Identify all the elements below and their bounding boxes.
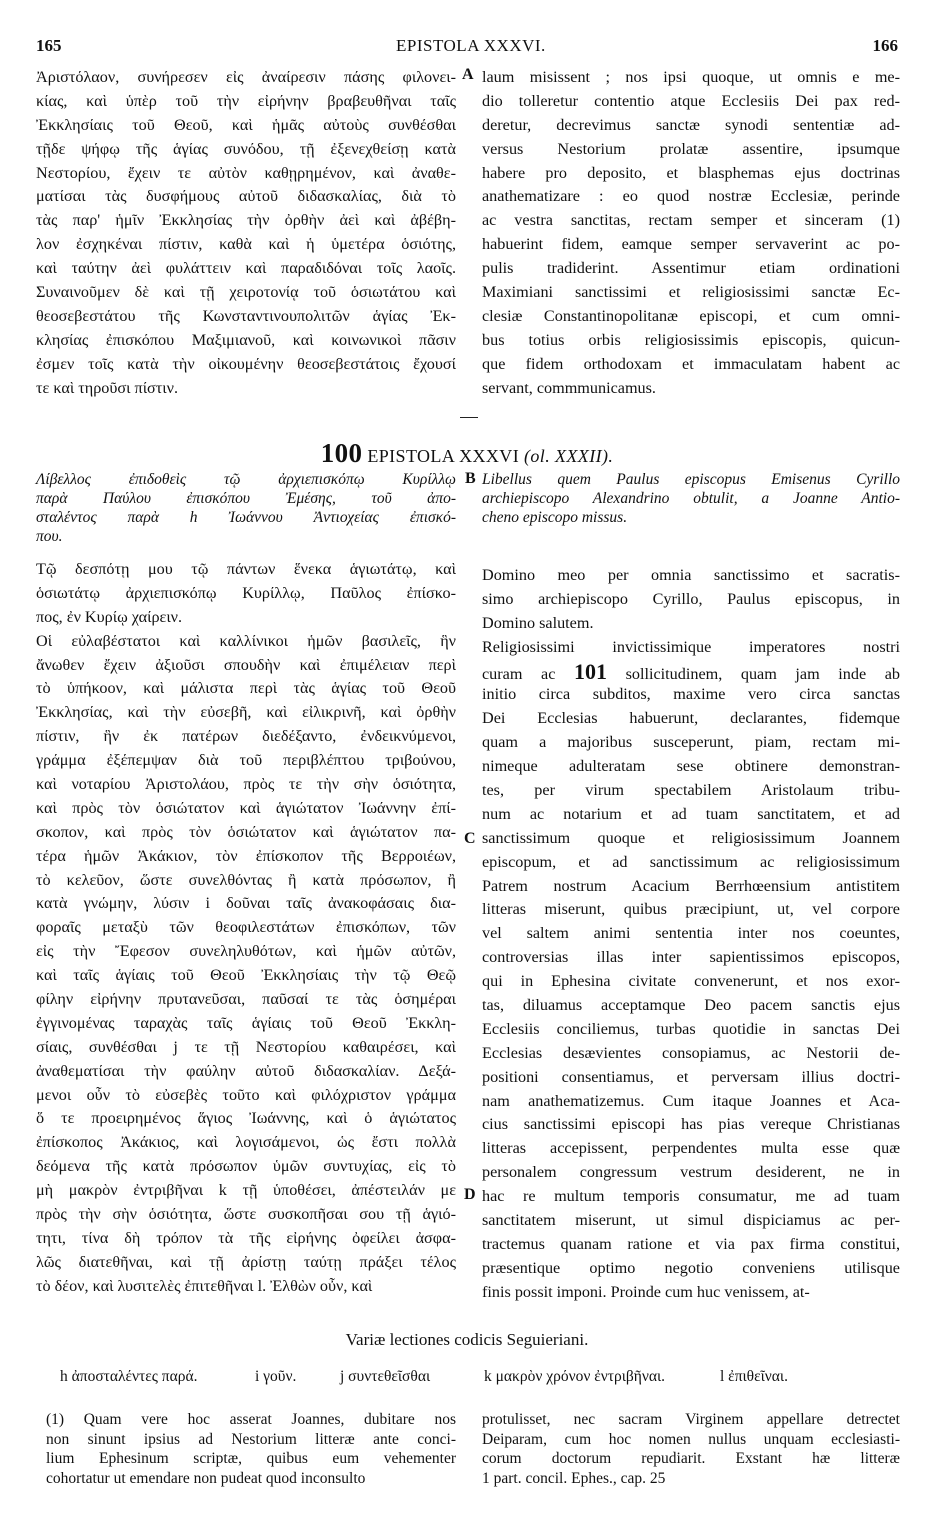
epistola-title: EPISTOLA XXXVI — [367, 446, 520, 466]
greek-body-line: Ἐκκλησίας, καὶ τὴν εὐσεβῆ, καὶ εἰλικρινῆ, καὶ ὀρθὴν — [36, 703, 456, 722]
latin-column-body — [482, 564, 900, 1305]
greek-body-line: κατὰ γνώμην, λύσιν i δοῦναι ταῖς ἀνακοφάσαις δια- — [36, 894, 456, 913]
footnote-left-line: non sinunt ipsius ad Nestorium litteræ ante conci- — [46, 1430, 456, 1448]
latin-body-line: qui in Ephesina civitate convenerunt, et nos exor- — [482, 972, 900, 991]
greek-body-line: τὸ κελεῦον, ὥστε συνελθόντας ἢ κατὰ πρόσωπον, ἢ — [36, 870, 456, 889]
latin-body-line: sanctitatem miserunt, ut simul dispiciamus ac per- — [482, 1211, 900, 1230]
greek-body-line: τητι, τίνα δὴ τρόπον τὰ τῆς εἰρήνης ὀφείλει ἀσφα- — [36, 1228, 456, 1247]
greek-body-line: τέρα ἡμῶν Ἀκάκιον, τὸν ἐπίσκοπον τῆς Βερροιέων, — [36, 846, 456, 865]
latin-subtitle — [482, 470, 900, 527]
latin-body-line: nam anathematizemus. Cum itaque Joannes et Aca- — [482, 1091, 900, 1110]
latin-body-line: Domino salutem. — [482, 613, 594, 632]
latin-subtitle-line: Libellus quem Paulus episcopus Emisenus Cyrillo — [482, 471, 900, 488]
latin-body-line: Domino meo per omnia sanctissimo et sacratis- — [482, 566, 900, 584]
variant-j: j συντεθεῖσθαι — [340, 1368, 431, 1385]
latin-top-line: versus Nestorium prolatæ assentire, ipsumque — [482, 139, 900, 158]
footnote-right-line: 1 part. concil. Ephes., cap. 25 — [482, 1469, 666, 1487]
greek-body-line: ἀναθεματίσαι τὴν φαύλην αὐτοῦ διδασκαλίαν. Δεξά- — [36, 1061, 456, 1080]
latin-body-line: cius sanctissimi episcopi has pias vereque Christianas — [482, 1115, 900, 1134]
latin-body-line: hac re multum temporis consumatur, me ad tuam — [482, 1187, 900, 1206]
greek-subtitle-line: σταλέντος παρὰ h Ἰωάννου Ἀντιοχείας ἐπισκό- — [36, 509, 456, 526]
page-header — [36, 36, 898, 62]
greek-top-line: κλησίας ἐπισκόπου Μαξιμιανοῦ, καὶ κοινωνικοὶ πᾶσιν — [36, 330, 456, 349]
variant-l: l ἐπιθεῖναι. — [720, 1368, 788, 1385]
greek-body-line: φοραῖς μεταξὺ τῶν θεοφιλεστάτων ἐπισκόπων, τῶν — [36, 918, 456, 937]
latin-body-line: litteras accepissent, perpendentes multa esse quæ — [482, 1139, 900, 1158]
latin-top-line: dio tolleretur contentio atque Ecclesiis Dei pax red- — [482, 91, 900, 110]
greek-body-line: πρὸς τὴν σὴν ὁσιότητα, ὥστε συσκοπῆσαι σου τῇ ἁγιό- — [36, 1205, 456, 1224]
greek-body-line: ἐγγινομένας ταραχὰς ταῖς ἁγίαις τοῦ Θεοῦ Ἐκκλη- — [36, 1013, 456, 1032]
latin-body-line: initio circa subditos, maxime vero circa sanctas — [482, 685, 900, 704]
running-title: EPISTOLA XXXVI. — [396, 36, 546, 55]
latin-top-line: bus totius orbis religiosissimis episcopis, quicun- — [482, 330, 900, 349]
greek-body-line: τὸ δέον, καὶ λυσιτελὲς ἐπιτεθῆναι l. Ἐλθὼν οὖν, καὶ — [36, 1276, 373, 1295]
greek-body-line: μὴ μακρὸν ἐντριβῆναι k τῇ ὑποθέσει, ἀπέστειλάν με — [36, 1181, 456, 1200]
latin-top-line: habuerint fidem, eamque semper servaverint ac po- — [482, 235, 900, 254]
latin-top-line: pulis tradiderint. Assentimur etiam ordinationi — [482, 259, 900, 278]
latin-body-line: controversias illas inter sapientissimos episcopos, — [482, 948, 900, 967]
greek-top-line: κίας, καὶ ὑπὲρ τοῦ τὴν εἰρήνην βραβευθῆναι ταῖς — [36, 91, 456, 110]
margin-marker-d: D — [464, 1186, 476, 1203]
latin-body-line: episcopum, et ad sanctissimum ac religiosissimum — [482, 852, 900, 871]
latin-body-line: tas, diluamus acceptamque Deo pacem sanctis ejus — [482, 996, 900, 1015]
greek-body-line: σκοπον, καὶ πρὸς τὸν ὁσιώτατον καὶ ἁγιώτατον πα- — [36, 822, 456, 841]
latin-top-line: Maximiani sanctissimi et religiosissimi sanctæ Ec- — [482, 283, 900, 302]
latin-top-line: servant, commmunicamus. — [482, 378, 656, 397]
latin-body-line: finis possit imponi. Proinde cum huc venissem, at- — [482, 1282, 810, 1301]
latin-top-line: deretur, decrevimus sanctæ synodi sententiæ ad- — [482, 115, 900, 134]
latin-body-line: positioni consentiamus, et perversam illius doctri- — [482, 1067, 900, 1086]
greek-subtitle-line: που. — [36, 528, 63, 545]
latin-body-line: tes, per virum spectabilem Aristolaum tribu- — [482, 781, 900, 800]
greek-body-line: καὶ νοταρίου Ἀριστολάου, πρὸς τε τὴν σὴν ὁσιότητα, — [36, 775, 456, 794]
latin-body-line: Religiosissimi invictissimique imperatores nostri — [482, 637, 900, 656]
latin-body-line: personalem congressum vestrum desiderent, ne in — [482, 1163, 900, 1182]
latin-body-line: Ecclesias desævientes consopiamus, ac Nestorii de- — [482, 1043, 900, 1062]
greek-body-line: φίλην εἰρήνην πρυτανεῦσαι, παῦσαί τε τὰς ὁσημέραι — [36, 990, 456, 1009]
margin-marker-b: B — [465, 470, 476, 487]
greek-top-line: καὶ ταύτην ἀεὶ φυλάττειν καὶ παραδιδόναι τοῖς λαοῖς. — [36, 259, 456, 278]
greek-body-line: ὅ τε προειρημένος ἅγιος Ἰωάννης, καὶ ὁ ἁγιώτατος — [36, 1109, 456, 1128]
latin-body-line: tractemus quanam ratione et via pax firma constitui, — [482, 1234, 900, 1253]
latin-body-line: Dei Ecclesias habuerunt, declarantes, fidemque — [482, 709, 900, 728]
latin-subtitle-line: archiepiscopo Alexandrino obtulit, a Joanne Antio- — [482, 490, 900, 507]
margin-marker-a: A — [462, 66, 474, 83]
greek-body-line: καὶ πρὸς τὸν ὁσιώτατον καὶ ἁγιώτατον Ἰωάννην ἐπί- — [36, 798, 456, 817]
page-number-left: 165 — [36, 36, 62, 55]
footnote-right-line: corum doctorum repudiarit. Exstant hæ litteræ — [482, 1450, 900, 1467]
variant-i: i γοῦν. — [255, 1368, 297, 1385]
latin-top-line: habere pro deposito, et blasphemas ejus doctrinas — [482, 163, 900, 182]
greek-body-line: πίστιν, ἣν ἐκ πατέρων διεδέξαντο, ἐνδεικνύμενοι, — [36, 727, 456, 746]
greek-top-line: τὰς παρ' ἡμῖν Ἐκκλησίας τὴν ὀρθὴν ἀεὶ καὶ ἀβέβη- — [36, 211, 456, 230]
greek-body-line: μενοι οὖν τὸ εὐσεβὲς τοῦτο καὶ φιλόχριστον γράμμα — [36, 1085, 456, 1104]
latin-body-line: litteras miserunt, quibus præcipiunt, ut, vel corpore — [482, 900, 900, 919]
page-marker-101: 101 — [574, 658, 607, 684]
greek-top-line: θεοσεβεστάτου τῆς Κωνσταντινουπολιτῶν ἁγίας Ἐκ- — [36, 306, 456, 325]
greek-top-line: Ἀριστόλαον, συνήρεσεν εἰς ἀναίρεσιν πάσης φιλονει- — [36, 68, 456, 86]
latin-top-line: ac vestra sanctitas, rectam semper et sinceram (1) — [482, 211, 900, 230]
variant-k: k μακρὸν χρόνον ἐντριβῆναι. — [484, 1368, 666, 1385]
page-number-right: 166 — [872, 36, 898, 55]
epistola-ol: (ol. XXXII). — [524, 446, 614, 466]
greek-body-line: ἐπίσκοπος Ἀκάκιος, καὶ λογισάμενοι, ὡς ἔστι πολλὰ — [36, 1133, 456, 1152]
margin-marker-c: C — [464, 830, 476, 847]
latin-column-top — [482, 66, 900, 400]
variant-h: h ἀποσταλέντες παρά. — [60, 1368, 198, 1385]
latin-top-line: laum misissent ; nos ipsi quoque, ut omnis e me- — [482, 68, 900, 86]
greek-top-line: τε καὶ τηροῦσι πίστιν. — [36, 378, 179, 397]
footnote-right-line: Deiparam, cum hoc nomen nullus unquam ecclesiasti- — [482, 1430, 900, 1448]
greek-body-line: γράμμα ἐξέπεμψαν διὰ τοῦ περιβλέπτου τριβούνου, — [36, 751, 456, 770]
latin-top-line: que fidem orthodoxam et immaculatam habent ac — [482, 354, 900, 373]
greek-body-line: λῶς διατεθῆναι, καὶ τῇ ἀρίστῃ ταύτῃ πράξει τέλος — [36, 1252, 456, 1271]
footnote-left — [46, 1410, 456, 1488]
greek-body-line: δεόμενα τῆς κατὰ πρόσωπον ὑμῶν συντυχίας, εἰς τὸ — [36, 1157, 456, 1176]
greek-body-line: Τῷ δεσπότῃ μου τῷ πάντων ἕνεκα ἁγιωτάτῳ, καὶ — [36, 560, 456, 578]
latin-body-line: simo archiepiscopo Cyrillo, Paulus episcopus, in — [482, 589, 900, 608]
greek-body-line: σίαις, συνθέσθαι j τε τῇ Νεστορίου καθαιρέσει, καὶ — [36, 1037, 456, 1056]
greek-top-line: Συναινοῦμεν δὲ καὶ τῇ χειροτονίᾳ τοῦ ὁσιωτάτου καὶ — [36, 283, 456, 302]
footnote-left-line: lium Ephesinum scriptæ, quibus eum vehementer — [46, 1450, 456, 1467]
greek-body-line: εἰς τὴν Ἔφεσον συνεληλυθότων, καὶ ἡμῶν αὐτῶν, — [36, 942, 456, 961]
greek-top-line: τῇδε ψήφῳ τῆς ἁγίας συνόδου, τῇ ἐξενεχθείσῃ κατὰ — [36, 139, 456, 158]
greek-body-line: ὁσιωτάτῳ ἀρχιεπισκόπῳ Κυρίλλῳ, Παῦλος ἐπίσκο- — [36, 583, 456, 602]
footnote-right-line: protulisset, nec sacram Virginem appellare detrectet — [482, 1411, 900, 1428]
greek-column-body — [36, 558, 456, 1299]
latin-body-line: nimeque adulteratam sese obtinere demonstran- — [482, 757, 900, 776]
greek-body-line: ἄνωθεν ἔχειν ἀξιοῦσι σπουδὴν καὶ ἐπιμέλειαν περὶ — [36, 655, 456, 674]
epistola-number: 100 — [320, 438, 363, 468]
greek-body-line: καὶ ταῖς ἁγίαις τοῦ Θεοῦ Ἐκκλησίαις τὴν τῷ Θεῷ — [36, 966, 456, 985]
latin-body-line: vel saltem animi sententia inter nos coeuntes, — [482, 924, 900, 943]
latin-top-line: clesiæ Constantinopolitanæ episcopi, et cum omni- — [482, 306, 900, 325]
greek-column-top — [36, 66, 456, 400]
latin-body-fragment: sollicitudinem, quam jam inde ab — [625, 664, 900, 683]
footnote-left-line: cohortatur ut emendare non pudeat quod inconsulto — [46, 1469, 366, 1487]
greek-top-line: ἐσμεν τοῖς κατὰ τὴν οἰκουμένην θεοσεβεστάτοις ἔχουσί — [36, 354, 456, 373]
latin-body-line: præsentique optimo negotio conveniens utilisque — [482, 1258, 900, 1277]
greek-subtitle — [36, 470, 456, 546]
greek-body-line: τὸ ὑπήκοον, καὶ μάλιστα περὶ τὰς ἁγίας τοῦ Θεοῦ — [36, 679, 456, 698]
divider — [460, 417, 478, 418]
latin-body-fragment: curam ac — [482, 664, 556, 683]
footnote-right — [482, 1410, 900, 1488]
greek-subtitle-line: παρὰ Παύλου ἐπισκόπου Ἐμέσης, τοῦ ἀπο- — [36, 490, 456, 507]
latin-body-line — [482, 660, 900, 684]
variae-title: Variæ lectiones codicis Seguieriani. — [345, 1330, 589, 1349]
greek-top-line: Ἐκκλησίαις τοῦ Θεοῦ, καὶ ἡμᾶς αὐτοὺς συνθέσθαι — [36, 115, 456, 134]
latin-body-line: quam a majoribus susceperunt, piam, rectam mi- — [482, 733, 900, 752]
latin-body-line: num ac notarium et ad tuam sanctitatem, et ad — [482, 804, 900, 823]
epistola-heading — [36, 438, 898, 469]
greek-body-line: πος, ἐν Κυρίῳ χαίρειν. — [36, 607, 183, 626]
latin-body-line: Patrem nostrum Acacium Berrhœensium antistitem — [482, 876, 900, 895]
greek-top-line: Νεστορίου, ἔχειν τε αὐτὸν καθῃρημένον, καὶ ἀναθε- — [36, 163, 456, 182]
greek-body-line: Οἱ εὐλαβέστατοι καὶ καλλίνικοι ἡμῶν βασιλεῖς, ἣν — [36, 631, 456, 650]
latin-body-line: sanctissimum quoque et religiosissimum Joannem — [482, 828, 900, 847]
latin-subtitle-line: cheno episcopo missus. — [482, 509, 628, 526]
latin-body-line: Ecclesiis conciliemus, turbas quotidie in sanctas Dei — [482, 1019, 900, 1038]
greek-subtitle-line: Λίβελλος ἐπιδοθεὶς τῷ ἀρχιεπισκόπῳ Κυρίλλῳ — [36, 471, 456, 488]
greek-top-line: λον ἐσχηκέναι πίστιν, καθὰ καὶ ἡ ὑμετέρα ὁσιότης, — [36, 235, 456, 254]
greek-top-line: ματίσαι τὰς δυσφήμους αὐτοῦ διδασκαλίας, διὰ τὸ — [36, 187, 456, 206]
footnote-left-line: (1) Quam vere hoc asserat Joannes, dubitare nos — [46, 1411, 456, 1428]
latin-top-line: anathematizare : eo quod nostræ Ecclesiæ, perinde — [482, 187, 900, 206]
